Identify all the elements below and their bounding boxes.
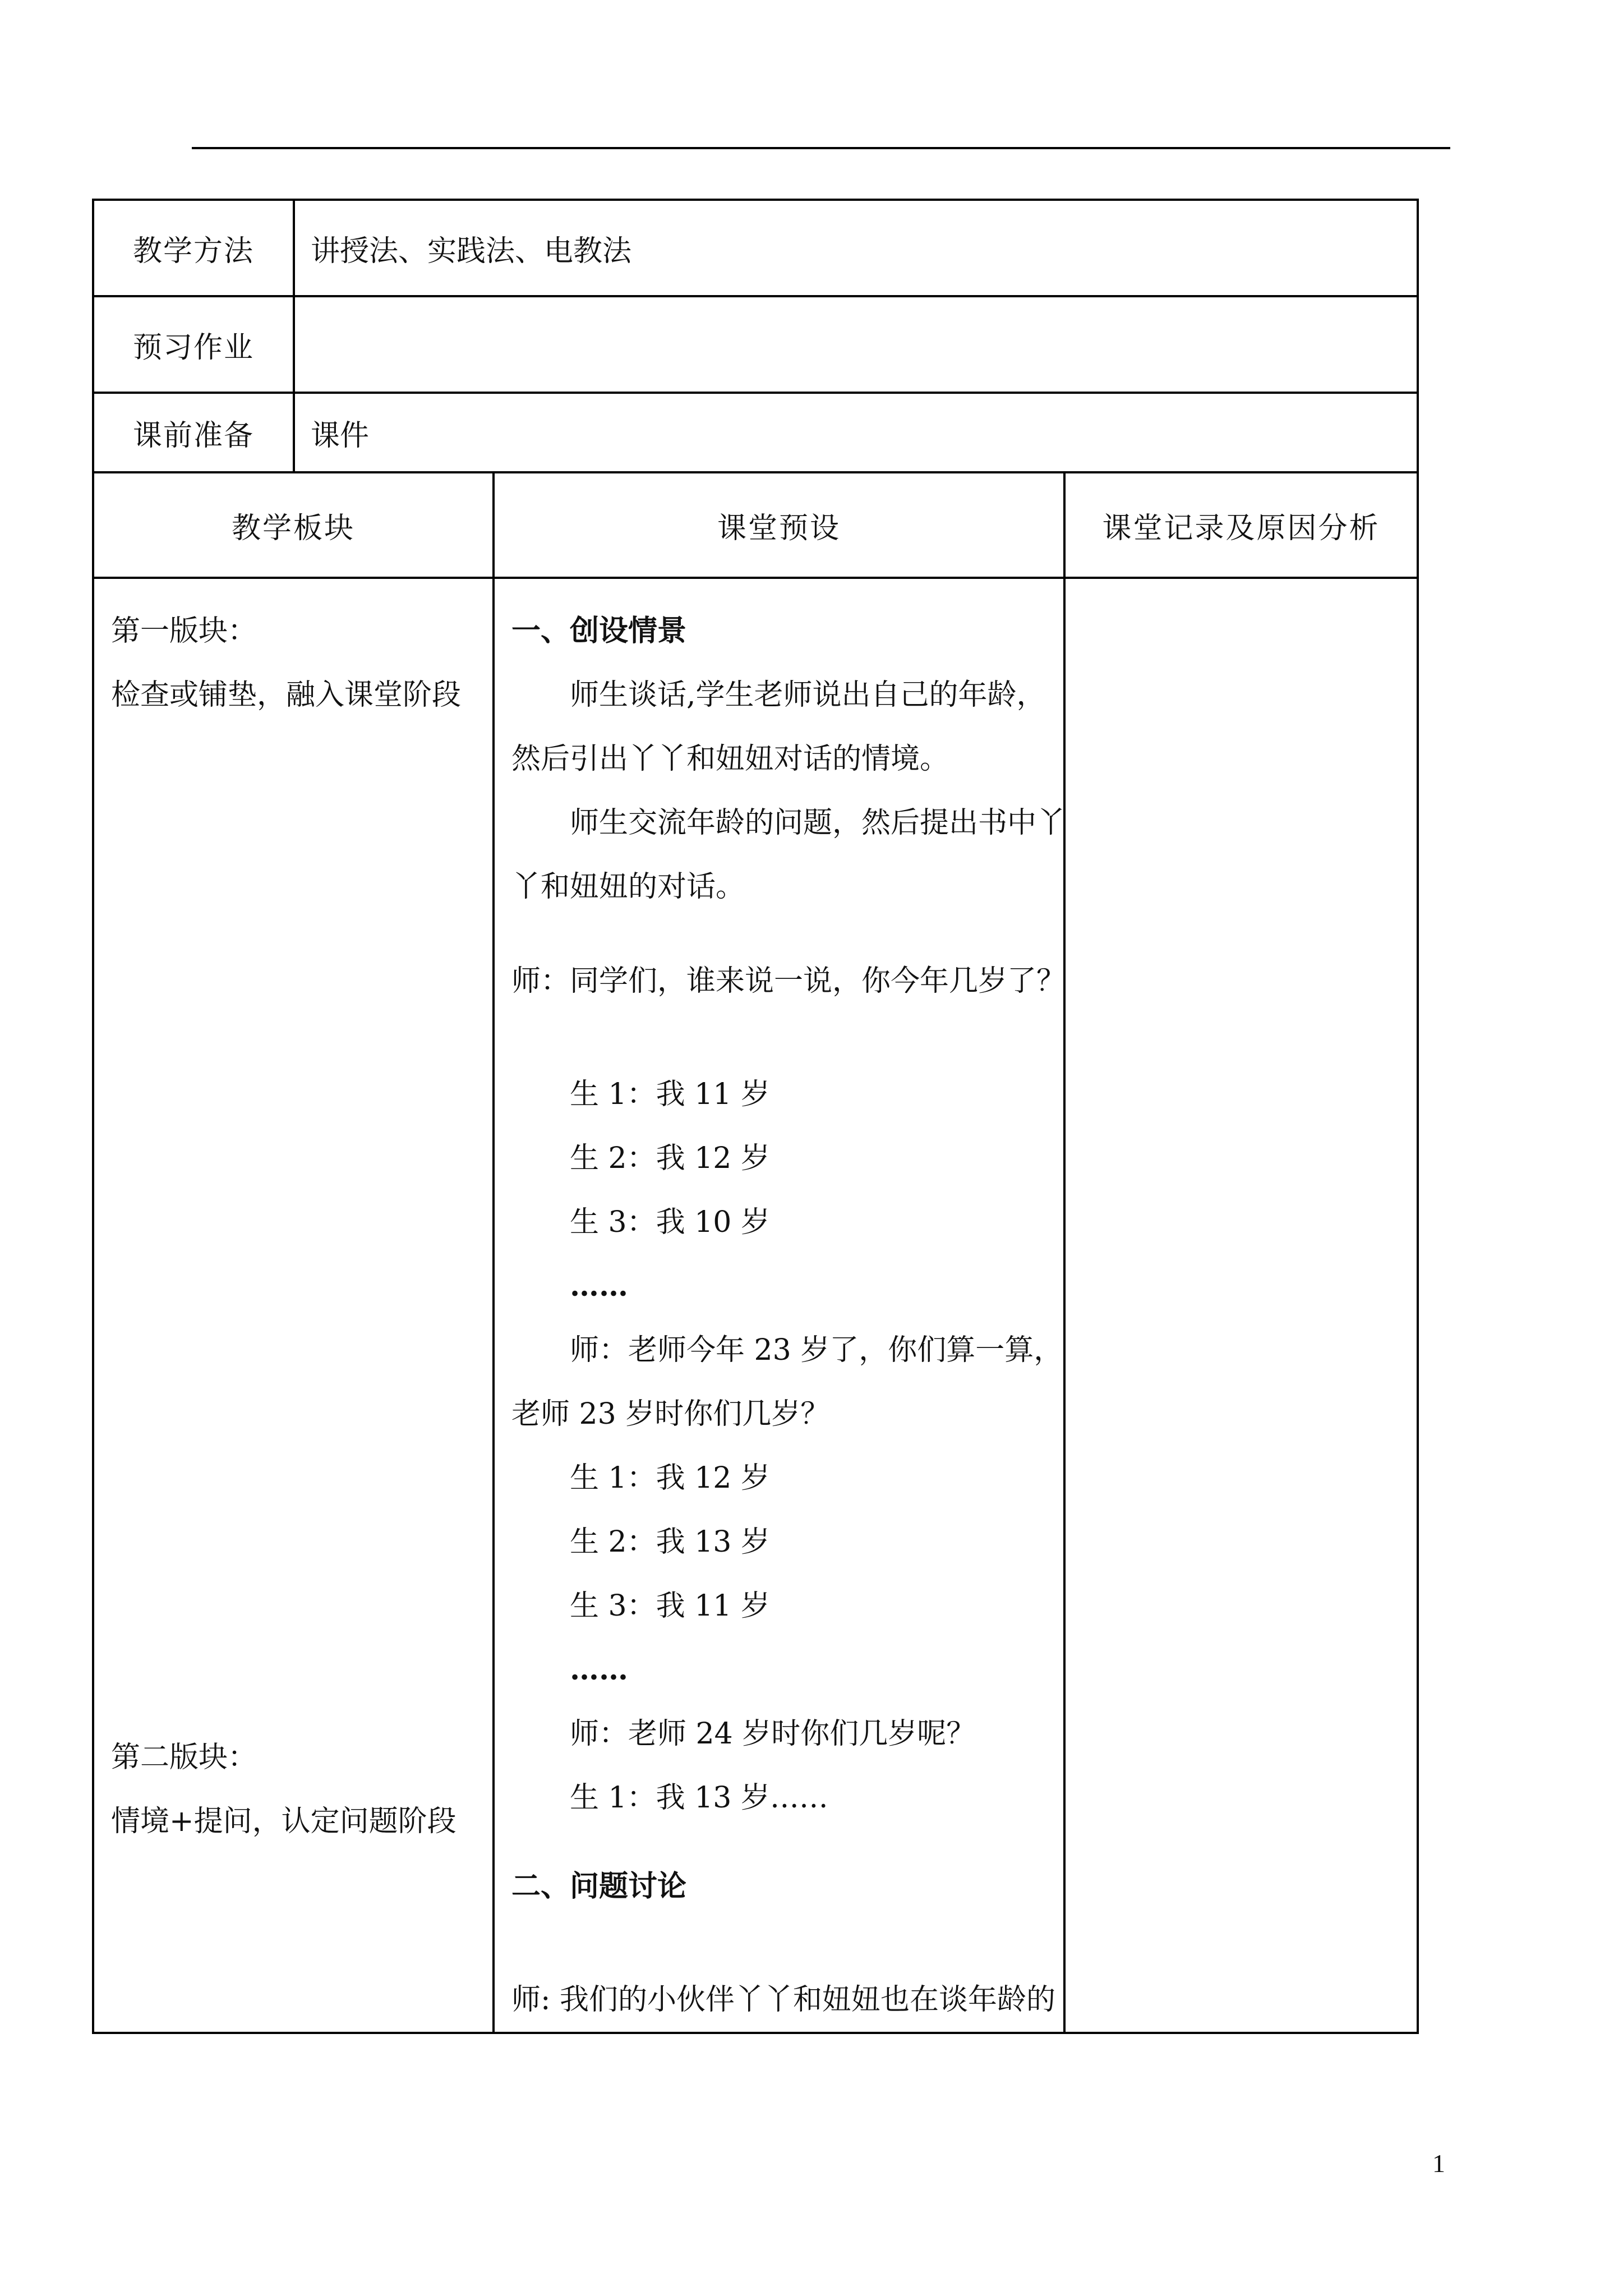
teacher-question: 师：老师今年 23 岁了，你们算一算， bbox=[570, 1333, 1063, 1367]
teacher-question: 师：老师 24 岁时你们几岁呢？ bbox=[570, 1717, 976, 1751]
header-plan: 课堂预设 bbox=[494, 472, 1064, 578]
teacher-question: 老师 23 岁时你们几岁？ bbox=[511, 1397, 830, 1431]
student-answer: 生 1：我 12 岁 bbox=[570, 1461, 770, 1495]
content-row bbox=[93, 578, 1418, 2033]
plan-paragraph: 丫和妞妞的对话。 bbox=[511, 870, 745, 904]
ellipsis: …… bbox=[570, 1653, 628, 1687]
meta-row-prep bbox=[93, 393, 1418, 472]
meta-value-preview bbox=[294, 296, 1418, 393]
meta-label-method: 教学方法 bbox=[93, 200, 294, 296]
plan-paragraph: 师生谈话,学生老师说出自己的年龄， bbox=[570, 678, 1046, 712]
header-rule bbox=[192, 147, 1450, 149]
student-answer: 生 3：我 10 岁 bbox=[570, 1205, 770, 1239]
meta-row-preview bbox=[93, 296, 1418, 393]
student-answer: 生 2：我 13 岁 bbox=[570, 1525, 770, 1559]
meta-label-prep: 课前准备 bbox=[93, 393, 294, 472]
stage-1-desc: 检查或铺垫，融入课堂阶段 bbox=[111, 678, 462, 712]
student-answer: 生 2：我 12 岁 bbox=[570, 1142, 770, 1175]
lesson-plan-table bbox=[92, 199, 1419, 2034]
column-header-row bbox=[93, 472, 1418, 578]
notes-column bbox=[1064, 578, 1418, 2033]
stage-2-title: 第二版块： bbox=[111, 1741, 257, 1774]
meta-value-prep: 课件 bbox=[294, 393, 1418, 472]
meta-label-preview: 预习作业 bbox=[93, 296, 294, 393]
header-stage: 教学板块 bbox=[93, 472, 494, 578]
plan-paragraph: 然后引出丫丫和妞妞对话的情境。 bbox=[511, 742, 949, 776]
section-2-heading: 二、问题讨论 bbox=[511, 1869, 687, 1903]
student-answer: 生 1：我 13 岁…… bbox=[570, 1781, 828, 1815]
page-number: 1 bbox=[1432, 2149, 1445, 2178]
stage-column bbox=[93, 578, 494, 2033]
stage-2-desc: 情境+提问，认定问题阶段 bbox=[111, 1805, 457, 1838]
meta-row-method bbox=[93, 200, 1418, 296]
student-answer: 生 1：我 11 岁 bbox=[570, 1078, 770, 1111]
student-answer: 生 3：我 11 岁 bbox=[570, 1589, 770, 1623]
meta-value-method: 讲授法、实践法、电教法 bbox=[294, 200, 1418, 296]
plan-paragraph: 师生交流年龄的问题，然后提出书中丫 bbox=[570, 806, 1066, 840]
plan-column bbox=[494, 578, 1064, 2033]
ellipsis: …… bbox=[570, 1269, 628, 1303]
teacher-question: 师：同学们，谁来说一说，你今年几岁了？ bbox=[511, 964, 1066, 998]
section-1-heading: 一、创设情景 bbox=[511, 614, 687, 648]
header-notes: 课堂记录及原因分析 bbox=[1064, 472, 1418, 578]
teacher-question: 师: 我们的小伙伴丫丫和妞妞也在谈年龄的 bbox=[511, 1983, 1056, 2017]
stage-1-title: 第一版块： bbox=[111, 614, 257, 648]
